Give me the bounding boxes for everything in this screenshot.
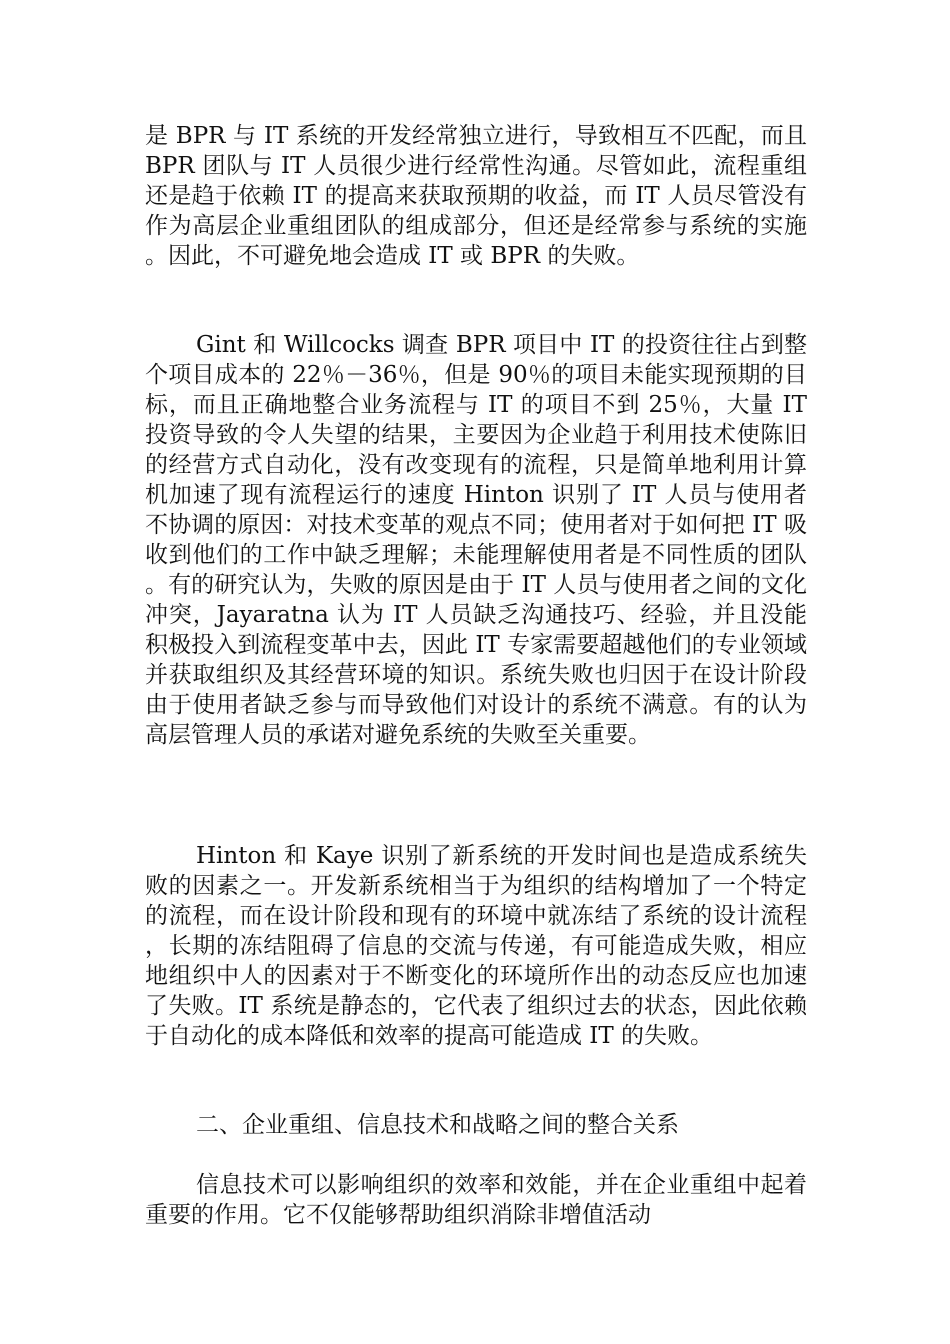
paragraph-text: 信息技术可以影响组织的效率和效能，并在企业重组中起着重要的作用。它不仅能够帮助组织消除非增值活动: [145, 1172, 807, 1228]
paragraph-text: Gint 和 Willcocks 调查 BPR 项目中 IT 的投资往往占到整个项目成本的 22％－36％，但是 90％的项目未能实现预期的目标，而且正确地整合业务流程与 IT 的项目不到 25％，大量 IT 投资导致的令人失望的结果，主要因为企业趋于利用技术使陈旧的经营方式自动化，没有改变现有的流程，只是简单地利用计算机加速了现有流程运行的速度 Hinton 识别了 IT 人员与使用者不协调的原因：对技术变革的观点不同；使用者对于如何把 IT 吸收到他们的工作中缺乏理解；未能理解使用者是不同性质的团队。有的研究认为，失败的原因是由于 IT 人员与使用者之间的文化冲突，Jayaratna 认为 IT 人员缺乏沟通技巧、经验，并且没能积极投入到流程变革中去，因此 IT 专家需要超越他们的专业领域并获取组织及其经营环境的知识。系统失败也归因于在设计阶段由于使用者缺乏参与而导致他们对设计的系统不满意。有的认为高层管理人员的承诺对避免系统的失败至关重要。: [145, 332, 807, 748]
paragraph-it-investment-failure: [145, 330, 807, 750]
paragraph-bpr-it-mismatch: [145, 121, 807, 271]
paragraph-text: Hinton 和 Kaye 识别了新系统的开发时间也是造成系统失败的因素之一。开发新系统相当于为组织的结构增加了一个特定的流程，而在设计阶段和现有的环境中就冻结了系统的设计流程，长期的冻结阻碍了信息的交流与传递，有可能造成失败，相应地组织中人的因素对于不断变化的环境所作出的动态反应也加速了失败。IT 系统是静态的，它代表了组织过去的状态，因此依赖于自动化的成本降低和效率的提高可能造成 IT 的失败。: [145, 843, 807, 1049]
paragraph-system-development-time: [145, 841, 807, 1051]
paragraph-it-efficiency: [145, 1170, 807, 1230]
paragraph-text: 是 BPR 与 IT 系统的开发经常独立进行，导致相互不匹配，而且 BPR 团队与 IT 人员很少进行经常性沟通。尽管如此，流程重组还是趋于依赖 IT 的提高来获取预期的收益，而 IT 人员尽管没有作为高层企业重组团队的组成部分，但还是经常参与系统的实施。因此，不可避免地会造成 IT 或 BPR 的失败。: [145, 123, 807, 269]
section-heading-text: 二、企业重组、信息技术和战略之间的整合关系: [196, 1112, 679, 1138]
section-heading: [145, 1110, 807, 1140]
